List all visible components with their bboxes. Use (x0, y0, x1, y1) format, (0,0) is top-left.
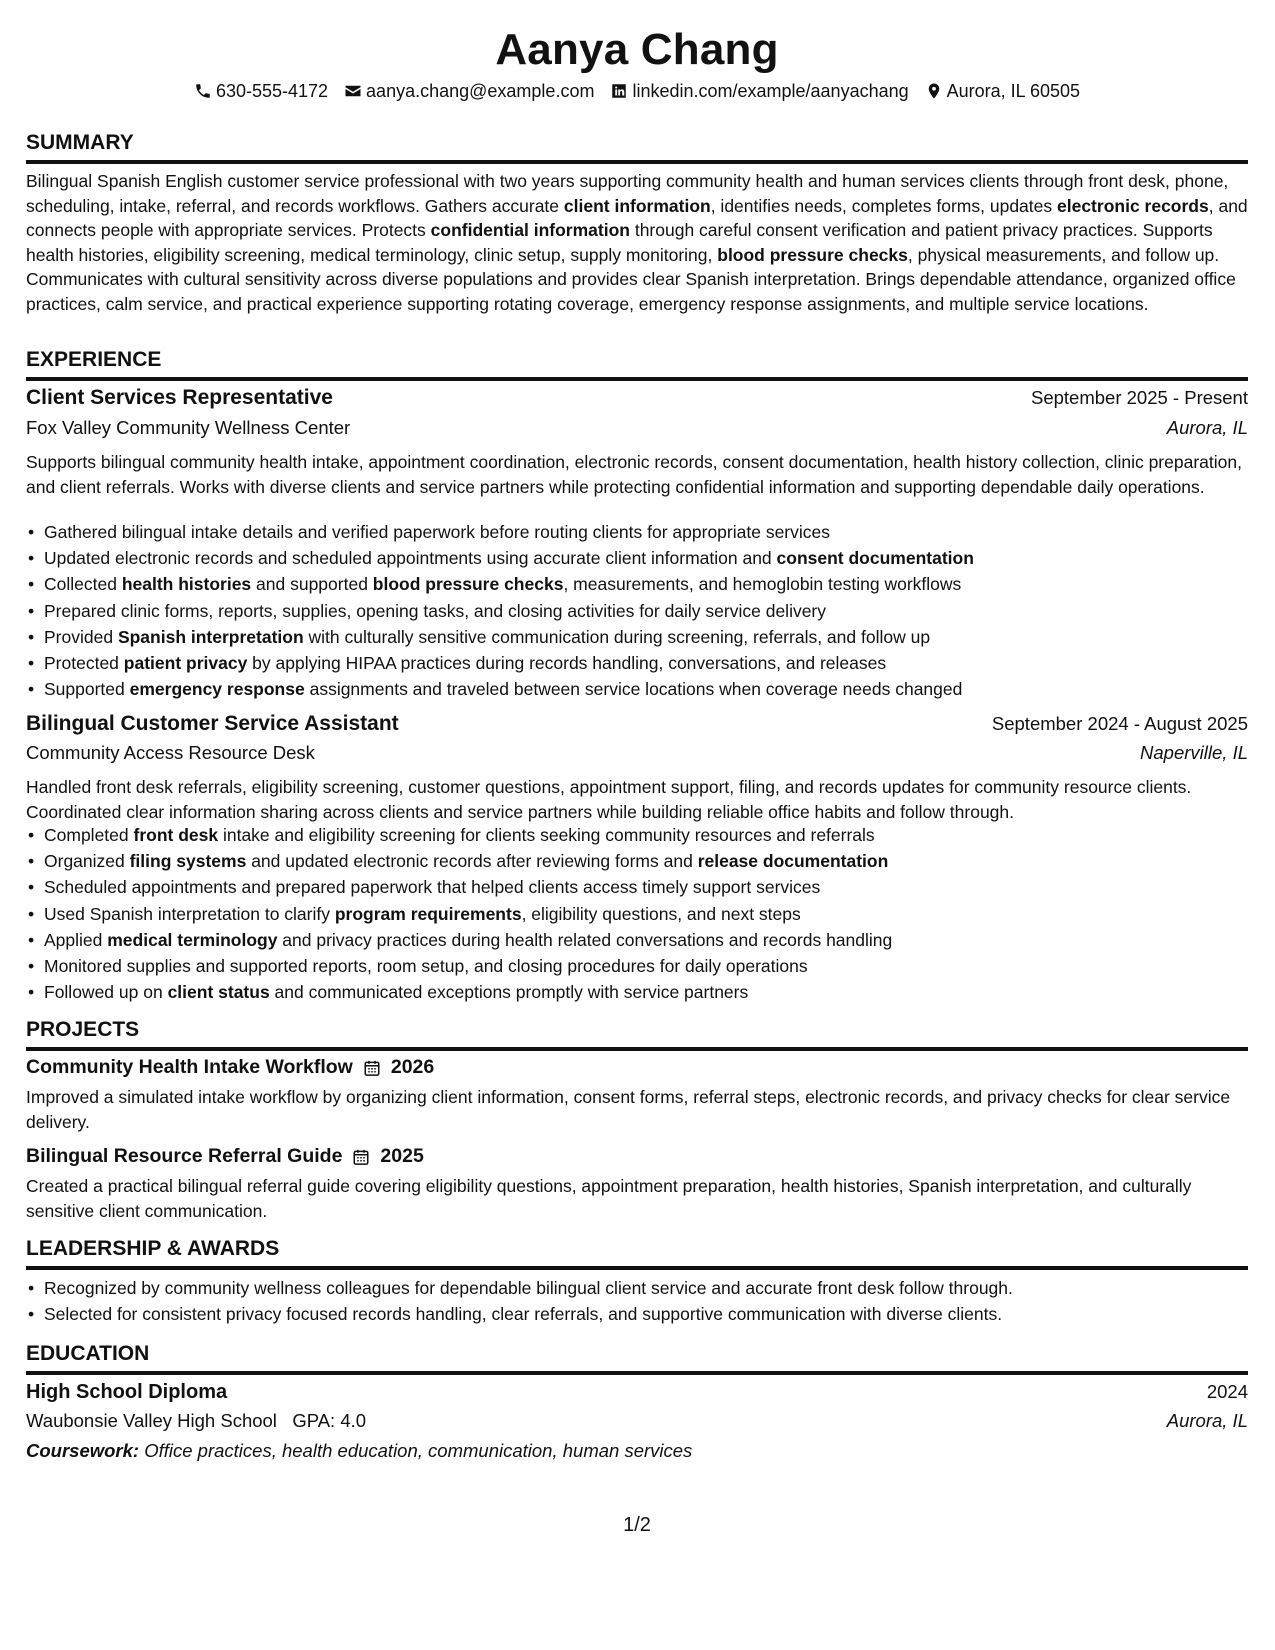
text-run: through careful consent verification and patient privacy practices. Supports health histories, eligibility screening, medical terminology, clinic setup, supply monitoring, (26, 220, 1213, 265)
job-bullet (44, 519, 1266, 545)
emphasis-text: consent documentation (776, 548, 974, 569)
education-header (26, 1381, 1248, 1404)
job-bullet (44, 571, 1266, 597)
job-bullets (26, 519, 1266, 702)
emphasis-text: medical terminology (107, 929, 278, 950)
award-item: • Selected for consistent privacy focused records handling, clear referrals, and supportive communication with diverse clients. (44, 1301, 1266, 1327)
job-org-row (26, 417, 1248, 439)
education-year: 2024 (1206, 1381, 1248, 1402)
text-run: with culturally sensitive communication during screening, referrals, and follow up (303, 626, 931, 647)
contact-location (925, 79, 1080, 103)
calendar-icon (352, 1148, 370, 1166)
text-run: Followed up on (44, 982, 168, 1003)
project-title-row (26, 1056, 434, 1079)
linkedin-icon (610, 82, 628, 100)
contact-line (26, 79, 1248, 103)
text-run: Protected (44, 653, 124, 674)
text-run: Supported (44, 679, 130, 700)
project-description: Improved a simulated intake workflow by organizing client information, consent forms, referral steps, electronic records, and privacy checks for clear service delivery. (26, 1087, 1231, 1132)
emphasis-text: client information (563, 195, 711, 216)
job-bullets (26, 822, 1266, 1005)
text-run: Used Spanish interpretation to clarify (44, 903, 335, 924)
job-bullet (44, 624, 1266, 650)
job-bullet (44, 650, 1266, 676)
phone-icon (194, 82, 212, 100)
job-bullet (44, 874, 1266, 900)
page-number: 1/2 (623, 1514, 651, 1536)
phone-text: 630-555-4172 (215, 81, 329, 101)
section-heading-education: EDUCATION (26, 1341, 1248, 1375)
emphasis-text: electronic records (1057, 195, 1209, 216)
job-header (26, 386, 1248, 410)
text-run: Applied (44, 929, 108, 950)
education-school-row (26, 1410, 1248, 1432)
job-bullet (44, 848, 1266, 874)
emphasis-text: confidential information (430, 220, 630, 240)
gpa: GPA: 4.0 (292, 1410, 367, 1431)
contact-email[interactable] (344, 79, 594, 103)
project-title: Bilingual Resource Referral Guide (26, 1145, 343, 1167)
coursework-text: Office practices, health education, communication, human services (144, 1440, 693, 1461)
school-and-gpa (26, 1410, 366, 1432)
job-dates: September 2024 - August 2025 (991, 713, 1248, 734)
project-title: Community Health Intake Workflow (26, 1056, 353, 1078)
section-heading-awards: LEADERSHIP & AWARDS (26, 1236, 1248, 1270)
job-bullet (44, 545, 1266, 571)
job-location: Naperville, IL (1140, 742, 1248, 763)
text-run: , and connects people with appropriate services. Protects (26, 195, 1248, 240)
text-run: , eligibility questions, and next steps (521, 903, 801, 924)
emphasis-text: health histories (121, 574, 252, 595)
job-title: Bilingual Customer Service Assistant (26, 712, 399, 735)
text-run: Bilingual Spanish English customer service professional with two years supporting community health and human services clients through front desk, phone, scheduling, intake, referral, and records workflows. Gathers accurate (26, 171, 1229, 216)
emphasis-text: emergency response (129, 679, 305, 700)
coursework-label: Coursework: (26, 1440, 140, 1461)
emphasis-text: blood pressure checks (717, 244, 908, 265)
text-run: , identifies needs, completes forms, updates (710, 195, 1057, 216)
contact-phone (194, 79, 328, 103)
emphasis-text: release documentation (697, 851, 889, 872)
degree: High School Diploma (26, 1381, 228, 1403)
text-run: and privacy practices during health related conversations and records handling (277, 929, 893, 950)
text-run: and updated electronic records after reviewing forms and (246, 851, 698, 872)
emphasis-text: patient privacy (123, 653, 248, 674)
text-run: Provided (44, 626, 118, 647)
section-heading-projects: PROJECTS (26, 1017, 1248, 1051)
awards-list (26, 1275, 1266, 1327)
job-bullet (44, 953, 1266, 979)
section-heading-experience: EXPERIENCE (26, 347, 1248, 381)
emphasis-text: client status (167, 982, 270, 1003)
job-bullet (44, 598, 1266, 624)
envelope-icon (344, 82, 362, 100)
job-bullet (44, 901, 1266, 927)
job-bullet (44, 979, 1266, 1005)
emphasis-text: front desk (133, 825, 219, 845)
text-run: assignments and traveled between service locations when coverage needs changed (304, 679, 963, 700)
job-organization: Fox Valley Community Wellness Center (26, 417, 351, 438)
calendar-icon (363, 1059, 381, 1077)
text-run: Gathered bilingual intake details and verified paperwork before routing clients for appropriate services (44, 522, 830, 542)
job-header (26, 712, 1248, 736)
job-bullet (44, 927, 1266, 953)
map-pin-icon (925, 82, 943, 100)
emphasis-text: program requirements (334, 903, 522, 924)
candidate-name: Aanya Chang (495, 25, 779, 74)
project-description: Created a practical bilingual referral guide covering eligibility questions, appointment preparation, health histories, Spanish interpretation, and culturally sensitive client communication. (26, 1176, 1192, 1221)
job-bullet (44, 676, 1266, 702)
emphasis-text: Spanish interpretation (117, 626, 304, 647)
contact-linkedin[interactable] (610, 79, 908, 103)
job-description: Handled front desk referrals, eligibility screening, customer questions, appointment support, filing, and records updates for community resource clients. Coordinated clear information sharing across clients and service partners while building reliable office habits and follow through. (26, 777, 1192, 822)
summary-text (26, 169, 1248, 316)
text-run: Scheduled appointments and prepared paperwork that helped clients access timely support services (44, 877, 821, 898)
text-run: and communicated exceptions promptly with service partners (269, 982, 749, 1003)
education-location: Aurora, IL (1166, 1410, 1248, 1431)
coursework (26, 1439, 1248, 1464)
text-run: by applying HIPAA practices during records handling, conversations, and releases (247, 653, 887, 674)
emphasis-text: filing systems (129, 851, 247, 872)
text-run: and supported (251, 574, 373, 595)
job-dates: September 2025 - Present (1031, 387, 1248, 408)
job-title: Client Services Representative (26, 386, 333, 409)
text-run: , measurements, and hemoglobin testing workflows (563, 574, 962, 595)
text-run: Updated electronic records and scheduled appointments using accurate client information and (44, 548, 777, 569)
award-item: • Recognized by community wellness colleagues for dependable bilingual client service and accurate front desk follow through. (44, 1275, 1266, 1301)
project-year: 2025 (380, 1145, 424, 1167)
text-run: Completed (44, 825, 134, 845)
text-run: Prepared clinic forms, reports, supplies, opening tasks, and closing activities for daily service delivery (44, 600, 827, 621)
text-run: Organized (44, 851, 130, 872)
job-org-row (26, 742, 1248, 764)
section-heading-summary: SUMMARY (26, 130, 1248, 164)
location-text: Aurora, IL 60505 (946, 81, 1081, 101)
job-description: Supports bilingual community health intake, appointment coordination, electronic records, consent documentation, health history collection, clinic preparation, and client referrals. Works with diverse clients and service partners while protecting confidential information and supporting dependable daily operations. (26, 452, 1242, 497)
text-run: intake and eligibility screening for clients seeking community resources and referrals (218, 825, 875, 845)
emphasis-text: blood pressure checks (372, 574, 564, 595)
job-organization: Community Access Resource Desk (26, 742, 315, 763)
text-run: Monitored supplies and supported reports, room setup, and closing procedures for daily operations (44, 956, 808, 977)
text-run: , physical measurements, and follow up. Communicates with cultural sensitivity across diverse populations and provides clear Spanish interpretation. Brings dependable attendance, organized office practices, calm service, and practical experience supporting rotating coverage, emergency response assignments, and multiple service locations. (26, 244, 1236, 314)
email-text[interactable]: aanya.chang@example.com (366, 81, 595, 101)
linkedin-text[interactable]: linkedin.com/example/aanyachang (632, 81, 909, 101)
school-name: Waubonsie Valley High School (26, 1410, 277, 1431)
project-title-row (26, 1145, 424, 1168)
text-run: Collected (44, 574, 122, 595)
job-location: Aurora, IL (1166, 417, 1248, 438)
project-year: 2026 (390, 1056, 435, 1078)
job-bullet (44, 822, 1266, 848)
